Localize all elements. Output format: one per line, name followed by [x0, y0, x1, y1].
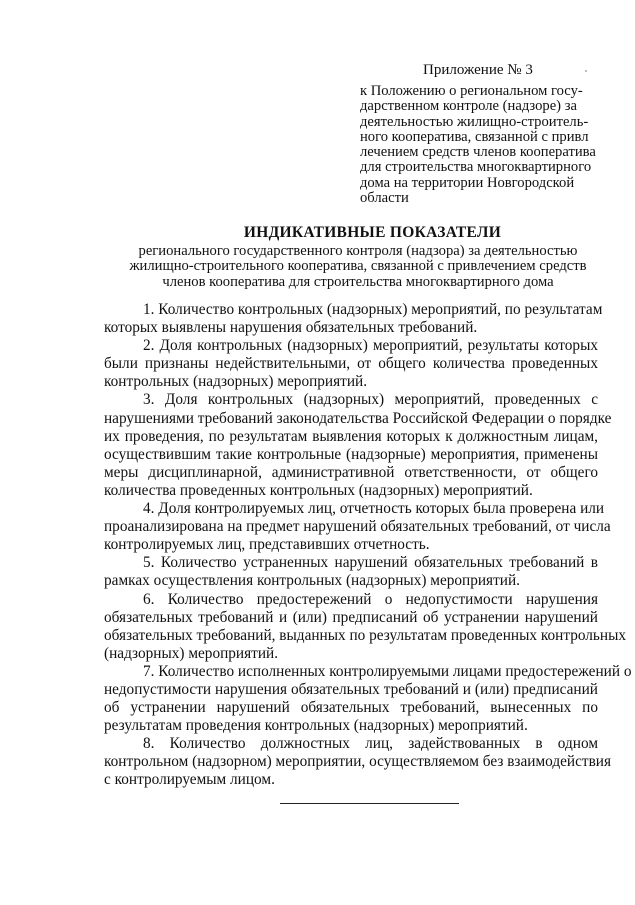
indicator-line: обязательных требований, выданных по результатам проведенных контрольных: [104, 626, 627, 644]
appendix-reference-line: деятельностью жилищно-строитель-: [360, 113, 589, 130]
appendix-reference-line: к Положению о региональном госу-: [360, 83, 583, 99]
appendix-reference-line: лечением средств членов кооператива: [360, 144, 596, 161]
indicator-line: 5. Количество устраненных нарушений обязательных требований в: [143, 554, 598, 572]
indicator-line: их проведения, по результатам выявления которых к должностным лицам,: [104, 427, 598, 445]
indicator-line: меры дисциплинарной, административной ответственности, от общего: [104, 463, 598, 481]
indicator-line: (надзорных) мероприятий.: [104, 644, 279, 662]
indicator-item: [104, 554, 598, 590]
appendix-reference-line: области: [360, 190, 409, 207]
indicator-line: обязательных требований и (или) предписаний об устранении нарушений: [104, 608, 598, 626]
indicator-line: контрольных (надзорных) мероприятий.: [104, 373, 368, 391]
indicator-line: проанализирована на предмет нарушений обязательных требований, от числа: [104, 518, 611, 536]
subtitle-line: регионального государственного контроля (надзора) за деятельностью: [138, 243, 578, 259]
document-title: ИНДИКАТИВНЫЕ ПОКАЗАТЕЛИ: [243, 224, 502, 241]
appendix-reference: [360, 84, 605, 206]
indicator-line: недопустимости нарушения обязательных требований и (или) предписаний: [104, 680, 598, 698]
appendix-reference-line: для строительства многоквартирного: [360, 159, 592, 176]
indicator-line: рамках осуществления контрольных (надзорных) мероприятий.: [104, 572, 520, 590]
scan-speck: [585, 70, 587, 72]
indicator-item: [104, 301, 603, 337]
indicator-line: 3. Доля контрольных (надзорных) мероприятий, проведенных с: [143, 391, 598, 409]
indicator-line: были признаны недействительными, от общего количества проведенных: [104, 355, 598, 373]
indicator-line: 2. Доля контрольных (надзорных) мероприятий, результаты которых: [143, 337, 598, 355]
subtitle-line: жилищно-строительного кооператива, связанной с привлечением средств: [129, 258, 587, 275]
indicator-item: [104, 500, 611, 554]
indicator-line: нарушениями требований законодательства Российской Федерации о порядке: [104, 409, 612, 427]
appendix-reference-line: дома на территории Новгородской: [360, 174, 575, 191]
indicator-line: контролируемых лиц, представивших отчетность.: [104, 536, 430, 554]
indicator-item: [104, 590, 627, 663]
indicator-line: 4. Доля контролируемых лиц, отчетность которых была проверена или: [143, 500, 605, 518]
indicator-item: [104, 735, 612, 789]
indicator-line: 8. Количество должностных лиц, задействованных в одном: [143, 735, 598, 753]
indicator-line: осуществившим такие контрольные (надзорные) мероприятия, применены: [104, 445, 598, 463]
appendix-reference-line: ного кооператива, связанной с привл: [360, 128, 589, 145]
indicator-line: контрольном (надзорном) мероприятии, осуществляемом без взаимодействия: [104, 753, 612, 771]
indicator-line: с контролируемым лицом.: [104, 771, 275, 789]
indicator-line: 1. Количество контрольных (надзорных) мероприятий, по результатам: [143, 301, 603, 318]
indicator-line: количества проведенных контрольных (надзорных) мероприятий.: [104, 481, 533, 499]
indicator-item: [104, 662, 632, 735]
indicator-line: 6. Количество предостережений о недопустимости нарушения: [143, 590, 598, 608]
indicator-line: об устранении нарушений обязательных требований, вынесенных по: [104, 699, 598, 717]
document-subtitle: [113, 244, 603, 290]
subtitle-line: членов кооператива для строительства многоквартирного дома: [162, 273, 554, 290]
indicator-item: [104, 391, 612, 500]
appendix-label: Приложение № 3: [423, 62, 533, 78]
indicator-item: [104, 337, 598, 391]
indicator-line: 7. Количество исполненных контролируемыми лицами предостережений о: [143, 662, 632, 680]
indicator-list: [104, 301, 632, 790]
end-divider: [280, 803, 459, 804]
indicator-line: которых выявлены нарушения обязательных требований.: [104, 319, 478, 337]
appendix-reference-line: дарственном контроле (надзоре) за: [360, 98, 577, 115]
indicator-line: результатам проведения контрольных (надзорных) мероприятий.: [104, 717, 528, 735]
